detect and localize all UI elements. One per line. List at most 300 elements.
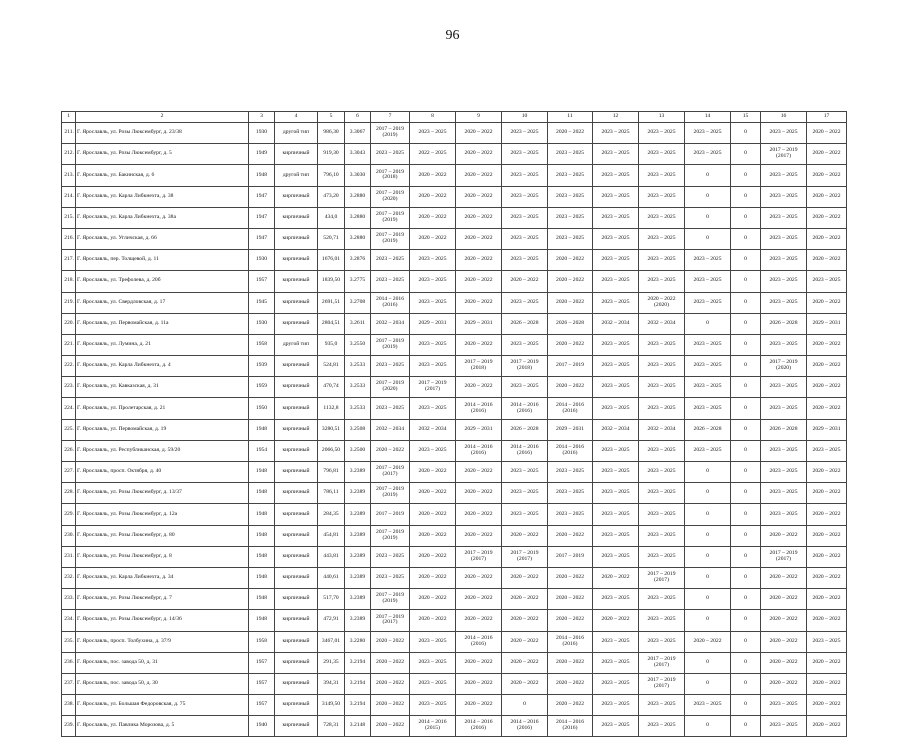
address-cell: Г. Ярославль, ул. Лумина, д. 21 — [76, 334, 249, 355]
column-number-5: 5 — [318, 112, 345, 123]
table-cell: кирпичный — [275, 567, 318, 588]
address-cell: Г. Ярославль, ул. Трефолева, д. 20б — [76, 271, 249, 292]
table-cell: 2029 – 2031 — [807, 313, 847, 334]
table-cell: 2032 – 2034 — [639, 419, 685, 440]
table-cell: 2023 – 2025 — [593, 271, 639, 292]
column-number-8: 8 — [410, 112, 456, 123]
address-cell: Г. Ярославль, ул. Первомайская, д. 11а — [76, 313, 249, 334]
table-cell: 0 — [502, 695, 548, 716]
address-cell: Г. Ярославль, пер. Толщевой, д. 11 — [76, 250, 249, 271]
table-cell: 2020 – 2022 — [761, 673, 807, 694]
table-cell: 2020 – 2022 — [456, 334, 502, 355]
table-cell: 2023 – 2025 — [685, 271, 731, 292]
table-cell: 1948 — [249, 462, 275, 483]
table-cell: 2020 – 2022 — [410, 504, 456, 525]
table-cell: 1132,8 — [318, 398, 345, 419]
table-cell: 470,74 — [318, 377, 345, 398]
table-cell: 2020 – 2022 — [548, 123, 593, 144]
table-cell: 3.2500 — [345, 440, 371, 461]
table-cell: 2020 – 2022 — [807, 504, 847, 525]
table-cell: 2023 – 2025 — [639, 165, 685, 186]
table-cell: другой тип — [275, 165, 318, 186]
table-cell: 2023 – 2025 — [502, 292, 548, 313]
table-cell: 0 — [685, 228, 731, 249]
table-cell: 2023 – 2025 — [639, 356, 685, 377]
table-cell: 2023 – 2025 — [410, 695, 456, 716]
table-cell: кирпичный — [275, 313, 318, 334]
repair-schedule-table — [61, 111, 847, 737]
table-row — [62, 610, 847, 631]
row-number-cell: 215. — [62, 207, 76, 228]
table-cell: 3.2389 — [345, 462, 371, 483]
table-cell: 2020 – 2022 — [807, 165, 847, 186]
table-cell: 2023 – 2025 — [593, 292, 639, 313]
table-cell: 2029 – 2031 — [456, 419, 502, 440]
table-cell: 2020 – 2022 — [456, 186, 502, 207]
table-cell: 2020 – 2022 — [410, 165, 456, 186]
table-cell: 0 — [731, 186, 761, 207]
table-cell: 2014 – 2016 (2016) — [502, 716, 548, 737]
table-cell: 2023 – 2025 — [761, 716, 807, 737]
table-cell: 2020 – 2022 — [456, 652, 502, 673]
row-number-cell: 239. — [62, 716, 76, 737]
table-cell: 2017 – 2019 (2017) — [639, 673, 685, 694]
table-cell: 2017 – 2019 (2017) — [371, 610, 410, 631]
table-cell: 2023 – 2025 — [593, 695, 639, 716]
table-cell: 3.2389 — [345, 610, 371, 631]
table-cell: 2020 – 2022 — [456, 250, 502, 271]
table-cell: 0 — [731, 695, 761, 716]
table-cell: 2023 – 2025 — [593, 377, 639, 398]
address-cell: Г. Ярославль, ул. Карла Либкнехта, д. 38 — [76, 186, 249, 207]
table-cell: 443,81 — [318, 546, 345, 567]
table-cell: 2023 – 2025 — [761, 462, 807, 483]
table-cell: 0 — [685, 546, 731, 567]
table-cell: 2023 – 2025 — [502, 144, 548, 165]
table-cell: 2026 – 2028 — [502, 313, 548, 334]
table-cell: другой тип — [275, 334, 318, 355]
table-cell: 2020 – 2022 — [807, 462, 847, 483]
table-cell: 2026 – 2028 — [761, 313, 807, 334]
table-cell: 2020 – 2022 — [502, 652, 548, 673]
table-cell: 2017 – 2019 — [548, 356, 593, 377]
table-cell: 2023 – 2025 — [593, 334, 639, 355]
table-row — [62, 673, 847, 694]
table-cell: 0 — [731, 419, 761, 440]
table-cell: 2020 – 2022 — [807, 567, 847, 588]
row-number-cell: 224. — [62, 398, 76, 419]
table-cell: 1948 — [249, 483, 275, 504]
table-cell: 0 — [685, 610, 731, 631]
row-number-cell: 214. — [62, 186, 76, 207]
table-cell: 2020 – 2022 — [548, 695, 593, 716]
table-cell: 472,91 — [318, 610, 345, 631]
table-cell: кирпичный — [275, 144, 318, 165]
row-number-cell: 220. — [62, 313, 76, 334]
table-cell: 1959 — [249, 377, 275, 398]
table-cell: 0 — [731, 462, 761, 483]
table-cell: 1948 — [249, 525, 275, 546]
table-cell: 2066,50 — [318, 440, 345, 461]
table-cell: 0 — [731, 716, 761, 737]
table-cell: 2020 – 2022 — [807, 546, 847, 567]
table-cell: 284,35 — [318, 504, 345, 525]
table-cell: 2017 – 2019 (2019) — [371, 207, 410, 228]
table-cell: 2023 – 2025 — [548, 462, 593, 483]
table-cell: 2023 – 2025 — [639, 546, 685, 567]
table-cell: 2023 – 2025 — [639, 271, 685, 292]
table-cell: 2020 – 2022 — [548, 652, 593, 673]
table-cell: 2020 – 2022 — [807, 144, 847, 165]
address-cell: Г. Ярославль, просп. Толбухина, д. 37/9 — [76, 631, 249, 652]
table-cell: 2020 – 2022 — [807, 652, 847, 673]
table-cell: 2023 – 2025 — [410, 334, 456, 355]
table-cell: 2023 – 2025 — [593, 186, 639, 207]
table-cell: 2017 – 2019 (2017) — [502, 546, 548, 567]
table-cell: 2032 – 2034 — [371, 313, 410, 334]
table-row — [62, 716, 847, 737]
table-cell: 2023 – 2025 — [685, 292, 731, 313]
table-cell: 2026 – 2028 — [761, 419, 807, 440]
column-number-16: 16 — [761, 112, 807, 123]
address-cell: Г. Ярославль, ул. Большая Федоровская, д. 75 — [76, 695, 249, 716]
table-cell: 0 — [731, 673, 761, 694]
table-cell: 1947 — [249, 228, 275, 249]
table-cell: 2023 – 2025 — [807, 271, 847, 292]
table-cell: 0 — [731, 589, 761, 610]
table-cell: 2023 – 2025 — [502, 483, 548, 504]
table-cell: 2023 – 2025 — [807, 631, 847, 652]
table-cell: 2020 – 2022 — [807, 398, 847, 419]
table-cell: 2014 – 2016 (2016) — [371, 292, 410, 313]
table-cell: 2023 – 2025 — [761, 695, 807, 716]
column-number-row — [62, 112, 847, 123]
column-number-10: 10 — [502, 112, 548, 123]
table-cell: 2023 – 2025 — [548, 504, 593, 525]
address-cell: Г. Ярославль, ул. Розы Люксембург, д. 5 — [76, 144, 249, 165]
table-cell: 0 — [685, 165, 731, 186]
table-cell: 2020 – 2022 — [548, 673, 593, 694]
table-row — [62, 631, 847, 652]
table-cell: 2017 – 2019 (2017) — [410, 377, 456, 398]
table-cell: 2032 – 2034 — [593, 313, 639, 334]
address-cell: Г. Ярославль, ул. Карла Либкнехта, д. 4 — [76, 356, 249, 377]
table-cell: 2017 – 2019 (2019) — [371, 589, 410, 610]
table-cell: 0 — [731, 440, 761, 461]
table-cell: 2020 – 2022 — [548, 589, 593, 610]
table-cell: 2023 – 2025 — [502, 250, 548, 271]
table-cell: 2023 – 2025 — [502, 228, 548, 249]
address-cell: Г. Ярославль, ул. Карла Либкнехта, д. 34 — [76, 567, 249, 588]
table-cell: 2023 – 2025 — [410, 356, 456, 377]
table-cell: кирпичный — [275, 673, 318, 694]
address-cell: Г. Ярославль, ул. Розы Люксембург, д. 12а — [76, 504, 249, 525]
row-number-cell: 216. — [62, 228, 76, 249]
table-cell: 3.2389 — [345, 483, 371, 504]
table-cell: 3.2280 — [345, 631, 371, 652]
table-cell: 0 — [731, 334, 761, 355]
table-cell: 2023 – 2025 — [548, 144, 593, 165]
table-cell: 2020 – 2022 — [456, 610, 502, 631]
table-cell: 3.2550 — [345, 334, 371, 355]
table-cell: 2023 – 2025 — [410, 652, 456, 673]
table-cell: 394,31 — [318, 673, 345, 694]
table-cell: 2020 – 2022 — [410, 525, 456, 546]
address-cell: Г. Ярославль, ул. Розы Люксембург, д. 7 — [76, 589, 249, 610]
table-cell: 2023 – 2025 — [502, 377, 548, 398]
table-cell: 2020 – 2022 — [807, 250, 847, 271]
table-cell: 2014 – 2016 (2016) — [502, 440, 548, 461]
table-cell: 2023 – 2025 — [761, 377, 807, 398]
table-cell: 2014 – 2016 (2015) — [410, 716, 456, 737]
column-number-6: 6 — [345, 112, 371, 123]
table-cell: 3149,50 — [318, 695, 345, 716]
table-cell: 2023 – 2025 — [761, 504, 807, 525]
table-cell: 2023 – 2025 — [502, 504, 548, 525]
table-cell: 2020 – 2022 — [410, 589, 456, 610]
table-row — [62, 334, 847, 355]
table-cell: кирпичный — [275, 377, 318, 398]
table-cell: 2023 – 2025 — [761, 271, 807, 292]
address-cell: Г. Ярославль, ул. Павлика Морозова, д. 5 — [76, 716, 249, 737]
table-cell: 2017 – 2019 (2019) — [371, 525, 410, 546]
table-cell: 1948 — [249, 419, 275, 440]
table-cell: 0 — [731, 610, 761, 631]
table-cell: 2023 – 2025 — [761, 292, 807, 313]
table-cell: 2023 – 2025 — [639, 631, 685, 652]
table-cell: 2020 – 2022 — [456, 567, 502, 588]
table-cell: 2017 – 2019 (2019) — [371, 334, 410, 355]
table-row — [62, 356, 847, 377]
table-cell: 2023 – 2025 — [410, 631, 456, 652]
table-cell: 1957 — [249, 271, 275, 292]
row-number-cell: 225. — [62, 419, 76, 440]
row-number-cell: 230. — [62, 525, 76, 546]
table-row — [62, 652, 847, 673]
table-cell: 2020 – 2022 — [456, 483, 502, 504]
table-cell: 2020 – 2022 — [593, 610, 639, 631]
table-cell: 2023 – 2025 — [371, 398, 410, 419]
row-number-cell: 229. — [62, 504, 76, 525]
table-cell: 2023 – 2025 — [593, 504, 639, 525]
table-cell: 2020 – 2022 — [410, 567, 456, 588]
table-cell: 2023 – 2025 — [548, 483, 593, 504]
table-cell: 2023 – 2025 — [761, 165, 807, 186]
table-cell: 2017 – 2019 (2019) — [371, 123, 410, 144]
row-number-cell: 237. — [62, 673, 76, 694]
table-cell: 2020 – 2022 — [410, 483, 456, 504]
table-cell: 2023 – 2025 — [593, 546, 639, 567]
table-cell: 2023 – 2025 — [639, 334, 685, 355]
table-row — [62, 271, 847, 292]
table-cell: 2023 – 2025 — [639, 144, 685, 165]
table-row — [62, 462, 847, 483]
table-cell: 2023 – 2025 — [639, 398, 685, 419]
table-cell: 2020 – 2022 — [761, 525, 807, 546]
table-cell: 3.2876 — [345, 250, 371, 271]
table-cell: 1957 — [249, 695, 275, 716]
table-cell: кирпичный — [275, 398, 318, 419]
table-cell: 2014 – 2016 (2016) — [456, 631, 502, 652]
table-cell: 2020 – 2022 — [456, 589, 502, 610]
table-cell: 2020 – 2022 — [371, 631, 410, 652]
table-cell: 1957 — [249, 673, 275, 694]
table-cell: 1930 — [249, 250, 275, 271]
table-cell: 2017 – 2019 (2017) — [639, 652, 685, 673]
table-cell: 0 — [731, 525, 761, 546]
table-cell: 2023 – 2025 — [502, 334, 548, 355]
table-cell: 2023 – 2025 — [593, 207, 639, 228]
table-cell: 2032 – 2034 — [639, 313, 685, 334]
table-row — [62, 165, 847, 186]
table-cell: 2029 – 2031 — [807, 419, 847, 440]
table-cell: 2023 – 2025 — [639, 504, 685, 525]
table-cell: 3.2389 — [345, 567, 371, 588]
table-cell: 1676,01 — [318, 250, 345, 271]
table-cell: 2026 – 2028 — [548, 313, 593, 334]
table-cell: 3.2533 — [345, 398, 371, 419]
table-cell: 2020 – 2022 — [807, 334, 847, 355]
table-row — [62, 546, 847, 567]
table-cell: кирпичный — [275, 716, 318, 737]
table-cell: 2020 – 2022 — [371, 440, 410, 461]
table-cell: 2023 – 2025 — [502, 123, 548, 144]
table-cell: кирпичный — [275, 483, 318, 504]
table-cell: 0 — [685, 716, 731, 737]
table-cell: 0 — [731, 144, 761, 165]
table-cell: 2032 – 2034 — [593, 419, 639, 440]
table-cell: 2023 – 2025 — [410, 292, 456, 313]
table-cell: 2023 – 2025 — [807, 440, 847, 461]
table-cell: 3.2389 — [345, 546, 371, 567]
table-row — [62, 207, 847, 228]
table-cell: 2020 – 2022 — [502, 589, 548, 610]
address-cell: Г. Ярославль, ул. Розы Люксембург, д. 13/37 — [76, 483, 249, 504]
table-cell: 2023 – 2025 — [371, 546, 410, 567]
table-cell: 2023 – 2025 — [371, 271, 410, 292]
table-cell: 2023 – 2025 — [761, 228, 807, 249]
table-cell: 2020 – 2022 — [502, 673, 548, 694]
table-cell: кирпичный — [275, 186, 318, 207]
table-cell: 2023 – 2025 — [548, 186, 593, 207]
table-cell: 2020 – 2022 — [807, 377, 847, 398]
table-cell: 2020 – 2022 — [548, 610, 593, 631]
table-cell: 0 — [731, 483, 761, 504]
table-row — [62, 313, 847, 334]
table-cell: кирпичный — [275, 462, 318, 483]
table-row — [62, 483, 847, 504]
table-cell: 1948 — [249, 546, 275, 567]
table-row — [62, 440, 847, 461]
table-cell: 2014 – 2016 (2016) — [548, 398, 593, 419]
table-cell: 2014 – 2016 (2016) — [456, 398, 502, 419]
table-cell: кирпичный — [275, 440, 318, 461]
table-cell: 0 — [731, 292, 761, 313]
table-cell: 0 — [731, 271, 761, 292]
row-number-cell: 218. — [62, 271, 76, 292]
table-cell: 2023 – 2025 — [639, 377, 685, 398]
table-cell: 2020 – 2022 — [456, 165, 502, 186]
table-cell: 2023 – 2025 — [761, 440, 807, 461]
table-cell: 1958 — [249, 334, 275, 355]
table-cell: 2020 – 2022 — [807, 207, 847, 228]
table-cell: 3.2194 — [345, 652, 371, 673]
row-number-cell: 219. — [62, 292, 76, 313]
table-cell: 3.3067 — [345, 123, 371, 144]
table-cell: 2020 – 2022 — [502, 610, 548, 631]
row-number-cell: 228. — [62, 483, 76, 504]
table-cell: 2020 – 2022 — [502, 525, 548, 546]
table-cell: 0 — [731, 123, 761, 144]
table-cell: 2023 – 2025 — [639, 207, 685, 228]
table-cell: 2020 – 2022 — [807, 228, 847, 249]
address-cell: Г. Ярославль, пос. завода 50, д. 31 — [76, 652, 249, 673]
table-cell: 0 — [731, 356, 761, 377]
table-cell: 3.3030 — [345, 165, 371, 186]
table-cell: 2029 – 2031 — [548, 419, 593, 440]
table-cell: 0 — [731, 398, 761, 419]
table-cell: 434,0 — [318, 207, 345, 228]
row-number-cell: 227. — [62, 462, 76, 483]
table-cell: 0 — [685, 207, 731, 228]
table-cell: 3.2389 — [345, 525, 371, 546]
row-number-cell: 231. — [62, 546, 76, 567]
table-cell: 2020 – 2022 — [371, 695, 410, 716]
row-number-cell: 226. — [62, 440, 76, 461]
table-cell: кирпичный — [275, 228, 318, 249]
table-cell: 2026 – 2028 — [502, 419, 548, 440]
table-cell: кирпичный — [275, 525, 318, 546]
table-cell: 2023 – 2025 — [761, 186, 807, 207]
table-cell: 2691,51 — [318, 292, 345, 313]
table-cell: 3.2880 — [345, 207, 371, 228]
table-cell: кирпичный — [275, 419, 318, 440]
table-cell: 3.2389 — [345, 504, 371, 525]
table-cell: 2023 – 2025 — [593, 250, 639, 271]
table-cell: 2023 – 2025 — [593, 440, 639, 461]
row-number-cell: 221. — [62, 334, 76, 355]
table-cell: 3.3043 — [345, 144, 371, 165]
row-number-cell: 236. — [62, 652, 76, 673]
table-cell: 2023 – 2025 — [761, 334, 807, 355]
table-row — [62, 144, 847, 165]
address-cell: Г. Ярославль, пос. завода 50, д. 30 — [76, 673, 249, 694]
table-cell: 1954 — [249, 440, 275, 461]
table-cell: 2020 – 2022 — [371, 673, 410, 694]
table-cell: 3467,01 — [318, 631, 345, 652]
page-number: 96 — [445, 28, 460, 43]
column-number-3: 3 — [249, 112, 275, 123]
table-cell: 0 — [731, 546, 761, 567]
table-cell: 454,81 — [318, 525, 345, 546]
table-row — [62, 504, 847, 525]
table-cell: 1930 — [249, 313, 275, 334]
table-cell: 2023 – 2025 — [502, 165, 548, 186]
row-number-cell: 223. — [62, 377, 76, 398]
table-cell: 2020 – 2022 — [807, 123, 847, 144]
column-number-15: 15 — [731, 112, 761, 123]
table-cell: 1948 — [249, 504, 275, 525]
table-cell: 919,30 — [318, 144, 345, 165]
table-cell: 2023 – 2025 — [371, 144, 410, 165]
row-number-cell: 233. — [62, 589, 76, 610]
table-cell: 2022 – 2025 — [410, 144, 456, 165]
table-cell: 2023 – 2025 — [593, 673, 639, 694]
table-cell: 2020 – 2022 — [371, 716, 410, 737]
table-cell: 0 — [731, 165, 761, 186]
table-cell: кирпичный — [275, 610, 318, 631]
column-number-12: 12 — [593, 112, 639, 123]
